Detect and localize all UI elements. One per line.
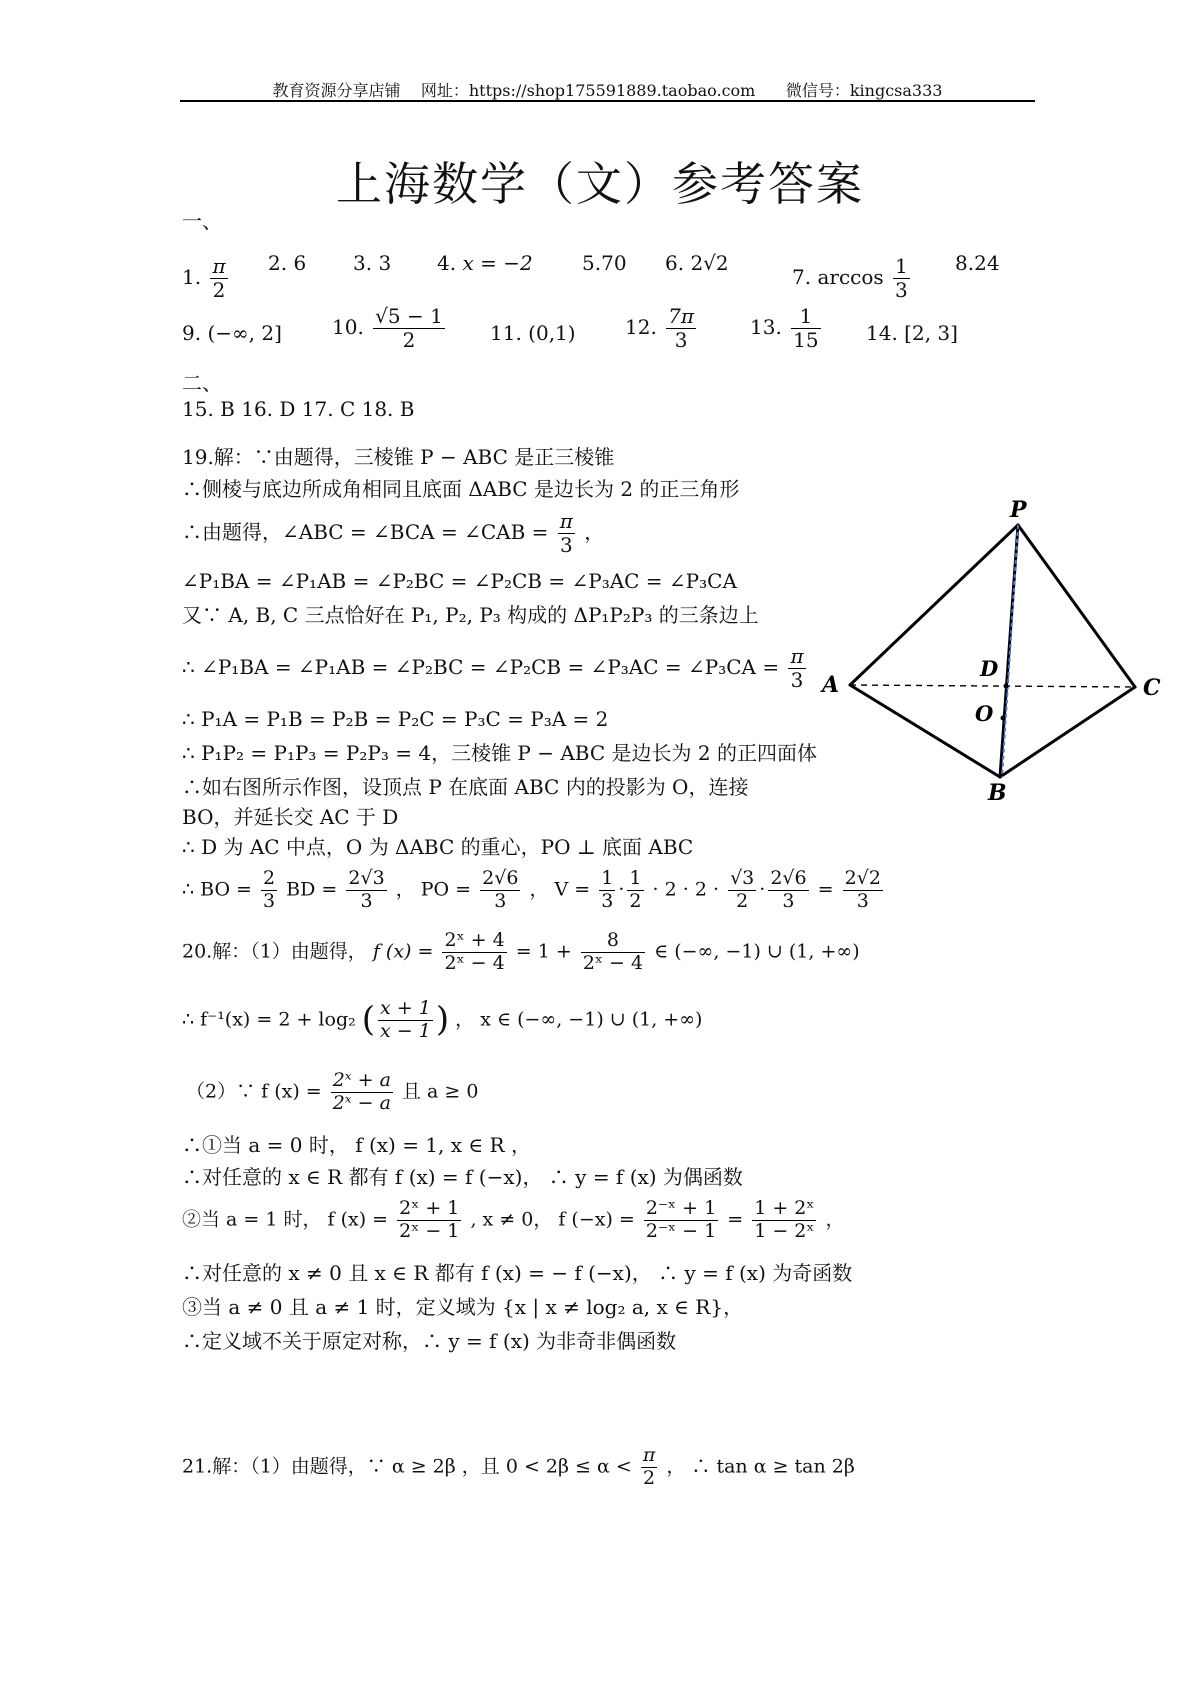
label-P: P — [1010, 497, 1027, 523]
choice-answers: 15. B 16. D 17. C 18. B — [182, 397, 415, 421]
label-A: A — [822, 672, 840, 698]
q19-line9: ∴如右图所示作图，设顶点 P 在底面 ABC 内的投影为 O，连接 — [182, 775, 749, 799]
edge-PC — [1018, 525, 1135, 687]
q19-line3: ∴由题得，∠ABC = ∠BCA = ∠CAB = $\frac{\pi}{3}$ ， — [182, 509, 605, 557]
q20-line7: ∴对任意的 x ≠ 0 且 x ∈ R 都有 f (x) = − f (−x)， ∴ y = f (x) 为奇函数 — [182, 1261, 853, 1285]
ans-6: 6. 2√2 — [665, 251, 729, 275]
edge-AB — [850, 685, 1000, 777]
height-PO — [1002, 525, 1018, 777]
q20-line9: ∴定义域不关于原定对称，∴ y = f (x) 为非奇非偶函数 — [182, 1329, 677, 1353]
ans-3: 3. 3 — [353, 251, 392, 275]
point-O — [1001, 716, 1006, 721]
q20-line3: （2）∵ f (x) = $\frac{\text{2ˣ + a}}{\text{2ˣ − a}}$ 且 a ≥ 0 — [186, 1069, 479, 1114]
label-D: D — [980, 656, 999, 681]
ans-11: 11. (0,1) — [490, 321, 576, 345]
edge-CB — [1000, 687, 1135, 777]
label-O: O — [975, 701, 994, 726]
ans-5: 5.70 — [582, 251, 627, 275]
q21-line1: 21.解：（1）由题得，∵ α ≥ 2β ，且 0 < 2β ≤ α < $\frac{\pi}{2}$ ， ∴ tan α ≥ tan 2β — [182, 1444, 855, 1489]
q20-line1: 20.解：（1）由题得， f (x) = $\frac{\text{2ˣ + 4}}{\text{2ˣ − 4}}$ = 1 + $\frac{8}{\text{2ˣ − 4}}$ ∈ (−∞, −1) ∪ (1, +∞) — [182, 929, 860, 974]
section2-heading: 二、 — [182, 371, 222, 395]
page-title: 上海数学（文）参考答案 — [336, 157, 864, 211]
q19-line7: ∴ P₁A = P₁B = P₂B = P₂C = P₃C = P₃A = 2 — [182, 707, 609, 731]
ans-13: 13. $\frac{1}{15}$ — [750, 304, 819, 352]
ans-14: 14. [2, 3] — [866, 321, 958, 345]
q19-line5: 又∵ A, B, C 三点恰好在 P₁, P₂, P₃ 构成的 ΔP₁P₂P₃ 的三条边上 — [182, 603, 759, 627]
q20-line4: ∴①当 a = 0 时， f (x) = 1, x ∈ R ， — [182, 1133, 531, 1157]
q19-line2: ∴侧棱与底边所成角相同且底面 ΔABC 是边长为 2 的正三角形 — [182, 477, 740, 501]
q20-line5: ∴对任意的 x ∈ R 都有 f (x) = f (−x)， ∴ y = f (x) 为偶函数 — [182, 1165, 743, 1189]
q20-line2: ∴ f⁻¹(x) = 2 + log₂ ( $\frac{x + 1}{x - 1}$ ) ， x ∈ (−∞, −1) ∪ (1, +∞) — [182, 997, 703, 1042]
ans-2: 2. 6 — [268, 251, 307, 275]
q20-line8: ③当 a ≠ 0 且 a ≠ 1 时，定义域为 {x | x ≠ log₂ a, x ∈ R}， — [182, 1295, 744, 1319]
q19-line6: ∴ ∠P₁BA = ∠P₁AB = ∠P₂BC = ∠P₂CB = ∠P₃AC = ∠P₃CA = $\frac{\pi}{3}$ — [182, 644, 804, 692]
section1-heading: 一、 — [182, 209, 222, 233]
label-C: C — [1143, 675, 1161, 701]
q19-line4: ∠P₁BA = ∠P₁AB = ∠P₂BC = ∠P₂CB = ∠P₃AC = ∠P₃CA — [182, 569, 737, 593]
q20-line6: ②当 a = 1 时， f (x) = $\frac{\text{2ˣ + 1}}{\text{2ˣ − 1}}$ , x ≠ 0， f (−x) = $\frac{\text{2⁻ˣ + 1}}{\text{2⁻ˣ − 1}}$ = $\frac{\text{1 + 2ˣ}}{\text{1 − 2ˣ}}$ ， — [182, 1197, 845, 1242]
page-header: 教育资源分享店铺 网址：https://shop175591889.taobao.com 微信号：kingcsa333 — [272, 81, 943, 100]
q19-line12: ∴ BO = $\frac{2}{3}$ BD = $\frac{2√3}{3}$ ， PO = $\frac{2√6}{3}$ ， V = $\frac{1}{3}$ · $\frac{1}{2}$ · 2 · 2 · $\frac{√3}{2}$ · $\frac{2√6}{3}$ = $\frac{2√2}{3}$ — [182, 867, 881, 912]
ans-12: 12. $\frac{7\pi}{3}$ — [625, 304, 695, 352]
ans-4: 4. x = −2 — [437, 251, 533, 275]
ans-8: 8.24 — [955, 251, 1000, 275]
point-D — [1004, 684, 1009, 689]
ans-1: 1. $\frac{\pi}{2}$ — [182, 254, 226, 302]
q19-line1: 19.解：∵由题得，三棱锥 P − ABC 是正三棱锥 — [182, 445, 615, 469]
ans-10: 10. $\frac{√5 - 1}{2}$ — [332, 304, 443, 352]
q19-line11: ∴ D 为 AC 中点，O 为 ΔABC 的重心，PO ⊥ 底面 ABC — [182, 835, 694, 859]
ans-7: 7. arccos $\frac{1}{3}$ — [792, 254, 908, 302]
q19-line8: ∴ P₁P₂ = P₁P₃ = P₂P₃ = 4，三棱锥 P − ABC 是边长为 2 的正四面体 — [182, 741, 817, 765]
q19-line10: BO，并延长交 AC 于 D — [182, 805, 399, 829]
label-B: B — [988, 780, 1007, 806]
edge-AC-hidden — [850, 685, 1135, 687]
ans-9: 9. (−∞, 2] — [182, 321, 282, 345]
tetrahedron-figure — [810, 495, 1170, 810]
header-rule — [180, 100, 1035, 102]
